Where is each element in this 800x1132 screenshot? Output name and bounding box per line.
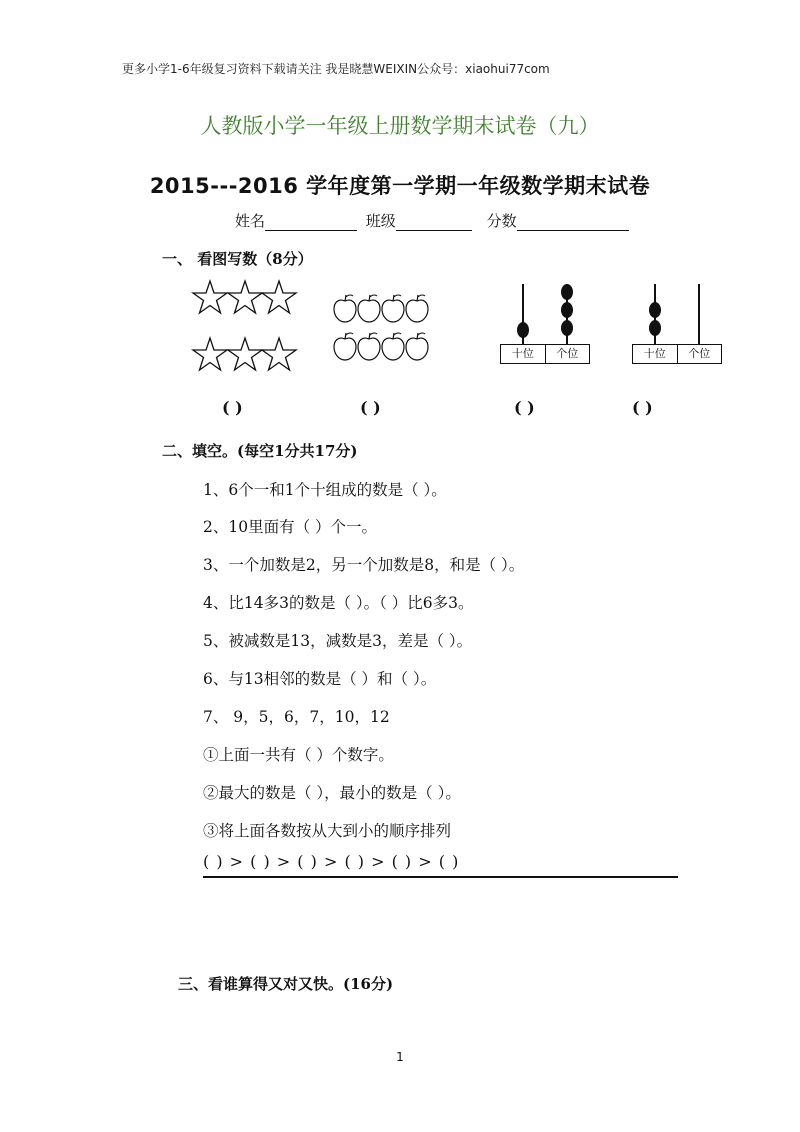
bead-icon bbox=[561, 284, 573, 300]
question-7: 7、 9，5，6，7，10，12 bbox=[203, 708, 390, 726]
abacus-1-base bbox=[500, 344, 590, 364]
abacus-2-base bbox=[632, 344, 722, 364]
apple-icon bbox=[382, 333, 404, 360]
student-info-row bbox=[235, 210, 629, 231]
page-number: 1 bbox=[396, 1050, 404, 1064]
apple-icon bbox=[358, 295, 380, 322]
bead-icon bbox=[561, 320, 573, 336]
name-label: 姓名 bbox=[235, 212, 266, 230]
question-7b: ②最大的数是（ ），最小的数是（ ）。 bbox=[203, 784, 461, 802]
document-title: 人教版小学一年级上册数学期末试卷（九） bbox=[200, 114, 600, 138]
stars-picture bbox=[190, 278, 300, 383]
bead-icon bbox=[649, 302, 661, 318]
apple-icon bbox=[406, 295, 428, 322]
abacus-2 bbox=[632, 284, 722, 364]
bead-icon bbox=[561, 302, 573, 318]
star-icon bbox=[193, 281, 227, 313]
section2-title: 二、填空。(每空1分共17分) bbox=[162, 442, 358, 460]
tens-label: 十位 bbox=[633, 345, 678, 363]
score-label: 分数 bbox=[486, 212, 517, 230]
section1-title: 一、 看图写数（8分） bbox=[162, 250, 313, 268]
star-icon bbox=[193, 338, 227, 370]
order-underline bbox=[203, 876, 678, 878]
star-icon bbox=[228, 338, 262, 370]
star-icon bbox=[262, 281, 296, 313]
question-1: 1、6个一和1个十组成的数是（ ）。 bbox=[203, 481, 447, 499]
question-5: 5、被减数是13，减数是3，差是（ ）。 bbox=[203, 632, 473, 650]
answer-blank-abacus-1[interactable]: ( ) bbox=[514, 398, 535, 417]
star-icon bbox=[228, 281, 262, 313]
score-blank bbox=[517, 216, 629, 231]
question-4: 4、比14多3的数是（ ）。（ ）比6多3。 bbox=[203, 594, 474, 612]
abacus-1 bbox=[500, 284, 590, 364]
apple-icon bbox=[406, 333, 428, 360]
question-6: 6、与13相邻的数是（ ）和（ ）。 bbox=[203, 670, 437, 688]
apples-picture bbox=[333, 292, 433, 364]
question-7c bbox=[203, 819, 451, 841]
apple-icon bbox=[334, 295, 356, 322]
class-label: 班级 bbox=[365, 212, 396, 230]
answer-blank-stars[interactable]: ( ) bbox=[222, 398, 243, 417]
question-7c-text: ③将上面各数按从大到小的顺序排列 bbox=[203, 822, 452, 840]
ones-label: 个位 bbox=[688, 347, 711, 360]
order-answer-blanks[interactable]: ( ) > ( ) > ( ) > ( ) > ( ) > ( ) bbox=[203, 852, 460, 871]
question-3: 3、一个加数是2，另一个加数是8，和是（ ）。 bbox=[203, 556, 525, 574]
tens-label: 十位 bbox=[501, 345, 546, 363]
bead-icon bbox=[517, 322, 529, 338]
apple-icon bbox=[358, 333, 380, 360]
ones-label: 个位 bbox=[556, 347, 579, 360]
section3-title: 三、看谁算得又对又快。(16分) bbox=[178, 975, 394, 993]
answer-blank-apples[interactable]: ( ) bbox=[360, 398, 381, 417]
apple-icon bbox=[382, 295, 404, 322]
exam-title: 2015---2016 学年度第一学期一年级数学期末试卷 bbox=[149, 174, 651, 198]
apple-icon bbox=[334, 333, 356, 360]
class-blank bbox=[396, 216, 472, 231]
star-icon bbox=[262, 338, 296, 370]
bead-icon bbox=[649, 320, 661, 336]
abacus-1-rods bbox=[500, 284, 590, 346]
question-2: 2、10里面有（ ）个一。 bbox=[203, 518, 378, 536]
abacus-2-rods bbox=[632, 284, 722, 346]
header-note: 更多小学1-6年级复习资料下载请关注 我是晓慧WEIXIN公众号：xiaohui77com bbox=[122, 62, 550, 76]
answer-blank-abacus-2[interactable]: ( ) bbox=[632, 398, 653, 417]
question-7a: ①上面一共有（ ）个数字。 bbox=[203, 746, 394, 764]
name-blank bbox=[265, 216, 357, 231]
